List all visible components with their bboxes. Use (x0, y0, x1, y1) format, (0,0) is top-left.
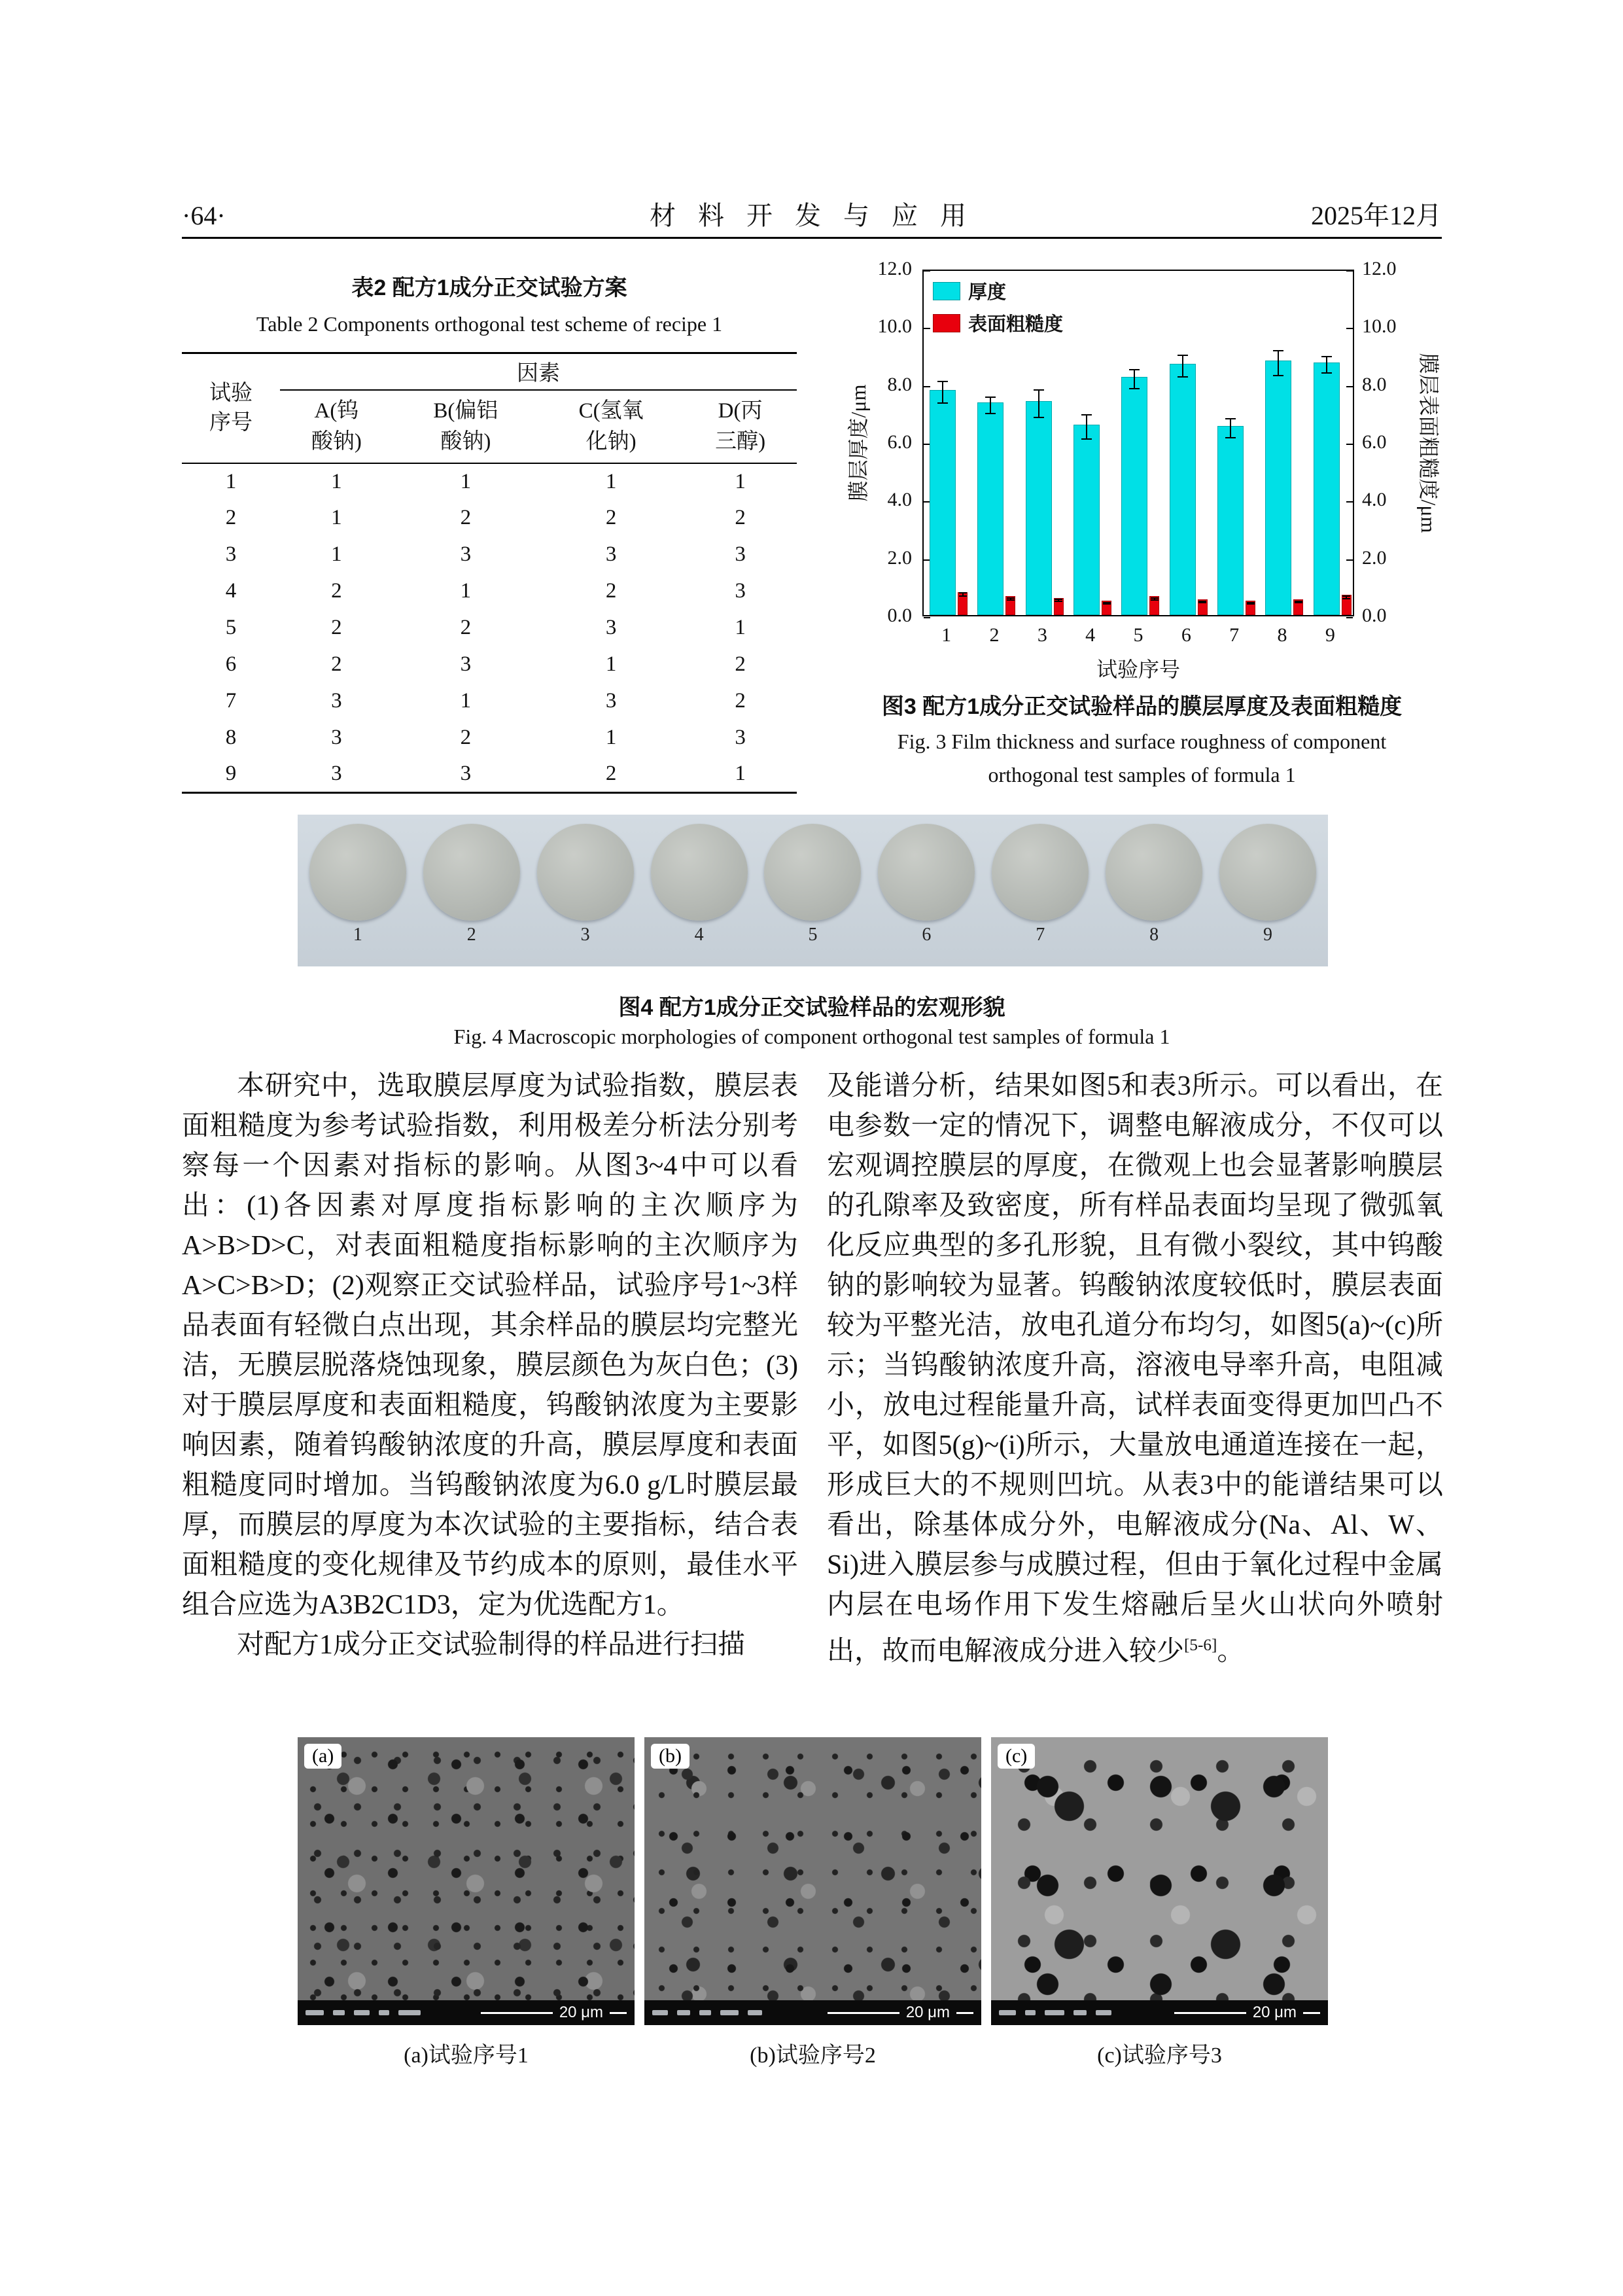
error-bar-stem (1346, 595, 1347, 599)
figure4-discs (298, 815, 1328, 945)
y-tick-label-left: 10.0 (877, 315, 912, 338)
table-cell: 2 (605, 579, 617, 603)
thickness-bar (1314, 362, 1340, 615)
table-cell: 1 (225, 469, 237, 493)
y-tick-label-left: 0.0 (887, 605, 912, 626)
sample-disc-item (646, 824, 753, 945)
x-tick-label: 8 (1277, 624, 1287, 646)
thickness-bar (1121, 377, 1147, 615)
error-bar-stem (1134, 369, 1135, 389)
sample-disc-item (418, 824, 525, 945)
sample-disc-item (1214, 824, 1321, 945)
error-bar (1151, 597, 1159, 601)
metadata-token (354, 2010, 370, 2015)
table-cell: 3 (735, 579, 746, 603)
sample-disc-label: 6 (922, 925, 932, 945)
x-tick-label: 1 (941, 624, 952, 646)
legend-swatch (933, 314, 960, 332)
x-tick-label: 3 (1037, 624, 1047, 646)
table2-group-header: 因素 (280, 353, 797, 390)
table2-head (182, 353, 797, 463)
table2-factor-header: D(丙 三醇) (684, 390, 797, 463)
body-paragraph: 对配方1成分正交试验制得的样品进行扫描 (237, 1630, 746, 1660)
error-bar-stem (1058, 599, 1059, 601)
sem-figure (644, 1737, 981, 2069)
error-bar (985, 397, 996, 414)
sem-figure (991, 1737, 1328, 2069)
scale-line (956, 2012, 973, 2014)
figure5-row (298, 1737, 1328, 2069)
y-tick-label-left: 8.0 (887, 373, 912, 395)
table2-body (182, 463, 797, 793)
scale-bar (1174, 2004, 1320, 2022)
thickness-bar (930, 390, 956, 616)
table-row (182, 610, 797, 646)
body-column-left (182, 1067, 798, 1665)
table2-corner-header: 试验 序号 (182, 353, 280, 463)
table2 (182, 352, 797, 794)
error-bar (1321, 356, 1332, 374)
table-row (182, 573, 797, 610)
y-tick-mark (1346, 270, 1353, 272)
table-row (182, 683, 797, 720)
metadata-token (1073, 2010, 1087, 2015)
journal-title: 材 料 开 发 与 应 用 (650, 201, 974, 230)
table-cell: 3 (331, 762, 342, 786)
table-row (182, 720, 797, 756)
y-tick-mark (1346, 386, 1353, 387)
table-cell: 2 (605, 762, 617, 786)
sem-figure (298, 1737, 635, 2069)
sample-disc-label: 3 (580, 925, 590, 945)
error-bar-stem (1154, 597, 1155, 601)
table-cell: 5 (225, 616, 237, 639)
error-bar-stem (1010, 597, 1011, 601)
table-cell: 2 (735, 689, 746, 713)
table-cell: 3 (331, 726, 342, 749)
metadata-token (748, 2010, 762, 2015)
error-bar (1225, 418, 1236, 438)
body-column-right (827, 1067, 1443, 1672)
sample-disc-item (532, 824, 639, 945)
table2-factor-header: C(氢氧 化钠) (538, 390, 684, 463)
table-cell: 3 (460, 652, 472, 676)
metadata-token (1025, 2010, 1036, 2015)
table-cell: 2 (605, 506, 617, 529)
y-axis-right-title: 膜层表面粗糙度/μm (1417, 353, 1440, 533)
figure3-caption-en-2: orthogonal test samples of formula 1 (988, 763, 1296, 786)
sem-info-strip (991, 2000, 1328, 2025)
error-bar (1034, 389, 1044, 418)
table-cell: 3 (605, 542, 617, 566)
x-tick-label: 2 (989, 624, 1000, 646)
sample-disc-item (304, 824, 411, 945)
table-cell: 3 (735, 726, 746, 749)
y-tick-label-left: 12.0 (877, 258, 912, 279)
table-cell: 1 (331, 506, 342, 529)
error-bar-stem (942, 381, 943, 404)
table-cell: 3 (605, 616, 617, 639)
scale-line (481, 2012, 553, 2014)
metadata-token (1096, 2010, 1111, 2015)
sample-disc (764, 824, 861, 921)
sem-info-strip (298, 2000, 635, 2025)
table-cell: 8 (225, 726, 237, 749)
table-cell: 1 (605, 469, 617, 493)
y-tick-mark (1346, 559, 1353, 561)
table-row (182, 500, 797, 537)
x-tick-label: 4 (1085, 624, 1096, 646)
table2-title-zh: 表2 配方1成分正交试验方案 (351, 275, 627, 300)
table-cell: 3 (735, 542, 746, 566)
error-bar-stem (1250, 602, 1251, 605)
sample-disc (423, 824, 520, 921)
error-bar-stem (1278, 350, 1279, 376)
table-cell: 3 (460, 762, 472, 786)
table-cell: 4 (225, 579, 237, 603)
x-axis-title: 试验序号 (1096, 658, 1181, 681)
sample-disc (1219, 824, 1316, 921)
y-tick-mark (1346, 617, 1353, 618)
thickness-bar (1265, 361, 1291, 615)
error-bar-stem (1038, 389, 1039, 418)
table2-factor-header: A(钨 酸钠) (280, 390, 393, 463)
figure4-photo (298, 815, 1328, 966)
y-tick-label-right: 0.0 (1362, 605, 1387, 626)
bar-chart (836, 258, 1448, 687)
thickness-bar (977, 402, 1003, 615)
y-tick-label-right: 4.0 (1362, 489, 1387, 511)
scale-label: 20 μm (1252, 2004, 1297, 2021)
table2-title-en: Table 2 Components orthogonal test scheme of recipe 1 (256, 312, 723, 336)
sample-disc-label: 1 (353, 925, 362, 945)
error-bar-stem (1202, 601, 1203, 603)
error-bar (1081, 414, 1092, 440)
table-row (182, 646, 797, 683)
scale-bar (481, 2004, 627, 2022)
scale-label: 20 μm (905, 2004, 950, 2021)
table-cell: 2 (460, 506, 472, 529)
table-cell: 1 (460, 579, 472, 603)
issue-date: 2025年12月 (1311, 201, 1442, 230)
body-paragraph: 本研究中，选取膜层厚度为试验指数，膜层表面粗糙度为参考试验指数，利用极差分析法分别考察每一个因素对指标的影响。从图3~4中可以看出：(1)各因素对厚度指标影响的主次顺序为A>B>D>C，对表面粗糙度指标影响的主次顺序为A>C>B>D；(2)观察正交试验样品，试验序号1~3样品表面有轻微白点出现，其余样品的膜层均完整光洁，无膜层脱落烧蚀现象，膜层颜色为灰白色；(3)对于膜层厚度和表面粗糙度，钨酸钠浓度为主要影响因素，随着钨酸钠浓度的升高，膜层厚度和表面粗糙度同时增加。当钨酸钠浓度为6.0 g/L时膜层最厚，而膜层的厚度为本次试验的主要指标，结合表面粗糙度的变化规律及节约成本的原则，最佳水平组合应选为A3B2C1D3，定为优选配方1。 (182, 1071, 798, 1620)
table-cell: 1 (735, 469, 746, 493)
thickness-bar (1073, 425, 1100, 616)
sample-disc-item (986, 824, 1094, 945)
error-bar-stem (990, 397, 991, 414)
error-bar (1007, 597, 1015, 601)
legend-swatch (933, 282, 960, 300)
legend-label: 厚度 (968, 282, 1007, 303)
metadata-token (652, 2010, 668, 2015)
sem-image (644, 1737, 981, 2025)
table2-factor-header: B(偏铝 酸钠) (393, 390, 538, 463)
legend-label: 表面粗糙度 (968, 314, 1064, 335)
sample-disc-label: 8 (1149, 925, 1159, 945)
table-cell: 2 (331, 579, 342, 603)
y-tick-mark (924, 270, 930, 272)
table-cell: 3 (225, 542, 237, 566)
scale-line (610, 2012, 627, 2014)
metadata-token (333, 2010, 345, 2015)
panel-tag: (a) (304, 1744, 341, 1769)
sample-disc (992, 824, 1089, 921)
error-bar (1198, 601, 1206, 603)
table-cell: 2 (331, 652, 342, 676)
sample-disc-label: 9 (1263, 925, 1273, 945)
table-cell: 1 (735, 616, 746, 639)
table-cell: 2 (225, 506, 237, 529)
error-bar (1103, 602, 1111, 605)
table-cell: 3 (331, 689, 342, 713)
metadata-token (999, 2010, 1016, 2015)
scale-line (1174, 2012, 1246, 2014)
error-bar (937, 381, 948, 404)
sem-image (298, 1737, 635, 2025)
figure4-caption-zh: 图4 配方1成分正交试验样品的宏观形貌 (618, 995, 1005, 1020)
sample-disc (309, 824, 406, 921)
metadata-token (1045, 2010, 1064, 2015)
x-tick-label: 6 (1181, 624, 1191, 646)
sem-image (991, 1737, 1328, 2025)
error-bar-stem (1086, 414, 1087, 440)
x-tick-label: 5 (1133, 624, 1143, 646)
table-cell: 1 (605, 726, 617, 749)
error-bar-stem (962, 592, 964, 597)
sem-caption: (a)试验序号1 (404, 2043, 529, 2068)
metadata-token (379, 2010, 389, 2015)
sample-disc-item (1100, 824, 1208, 945)
page-header (182, 195, 1442, 232)
table-cell: 1 (735, 762, 746, 786)
header-rule (182, 237, 1442, 239)
sem-caption: (c)试验序号3 (1097, 2043, 1222, 2068)
legend-item (933, 277, 1063, 304)
figure3-caption-en-1: Fig. 3 Film thickness and surface roughness of component (897, 730, 1387, 753)
sample-disc-label: 7 (1036, 925, 1045, 945)
error-bar (1247, 602, 1255, 605)
thickness-bar (1170, 364, 1196, 615)
table-row (182, 463, 797, 500)
table-cell: 3 (460, 542, 472, 566)
y-tick-label-left: 2.0 (887, 546, 912, 569)
error-bar-stem (1326, 356, 1327, 374)
table-cell: 1 (460, 689, 472, 713)
table-row (182, 756, 797, 793)
x-tick-label: 7 (1229, 624, 1240, 646)
error-bar-stem (1182, 355, 1183, 378)
metadata-token (699, 2010, 711, 2015)
figure3-block (836, 258, 1448, 787)
y-tick-label-right: 12.0 (1362, 258, 1397, 279)
sample-disc-label: 4 (694, 925, 704, 945)
table-cell: 2 (735, 506, 746, 529)
sample-disc (1106, 824, 1202, 921)
error-bar (1055, 599, 1062, 601)
sample-disc-label: 5 (808, 925, 818, 945)
table-cell: 1 (331, 469, 342, 493)
table-cell: 2 (460, 616, 472, 639)
y-tick-label-right: 8.0 (1362, 373, 1387, 395)
y-tick-mark (924, 386, 930, 387)
sample-disc (878, 824, 975, 921)
x-tick-label: 9 (1325, 624, 1335, 646)
legend-item (933, 309, 1063, 336)
sample-disc (537, 824, 634, 921)
scale-line (828, 2012, 899, 2014)
table-cell: 2 (331, 616, 342, 639)
table2-block (182, 270, 797, 794)
y-tick-mark (1346, 501, 1353, 503)
error-bar-stem (1106, 602, 1108, 605)
error-bar-stem (1298, 601, 1299, 603)
chart-legend (933, 277, 1063, 336)
error-bar (1273, 350, 1283, 376)
table-cell: 2 (735, 652, 746, 676)
y-tick-label-right: 10.0 (1362, 315, 1397, 338)
table-cell: 1 (605, 652, 617, 676)
thickness-bar (1026, 401, 1052, 615)
table-cell: 9 (225, 762, 237, 786)
table-cell: 6 (225, 652, 237, 676)
page-number: ·64· (182, 201, 226, 230)
figure3-caption-zh: 图3 配方1成分正交试验样品的膜层厚度及表面粗糙度 (881, 694, 1403, 719)
citation-ref: [5-6] (1184, 1636, 1217, 1654)
sample-disc (651, 824, 748, 921)
sem-caption: (b)试验序号2 (750, 2043, 876, 2068)
thickness-bar (1217, 426, 1244, 615)
y-tick-label-right: 6.0 (1362, 431, 1387, 453)
scale-line (1303, 2012, 1320, 2014)
metadata-token (398, 2010, 421, 2015)
metadata-token (305, 2010, 324, 2015)
sem-info-strip (644, 2000, 981, 2025)
sample-disc-label: 2 (466, 925, 476, 945)
error-bar (1295, 601, 1302, 603)
y-tick-mark (1346, 444, 1353, 445)
metadata-token (720, 2010, 739, 2015)
scale-label: 20 μm (559, 2004, 603, 2021)
sample-disc-item (759, 824, 866, 945)
panel-tag: (c) (998, 1744, 1035, 1769)
error-bar (1129, 369, 1140, 389)
table-cell: 1 (460, 469, 472, 493)
y-tick-label-left: 6.0 (887, 431, 912, 453)
y-tick-label-left: 4.0 (887, 489, 912, 511)
error-bar-stem (1230, 418, 1231, 438)
table-cell: 3 (605, 689, 617, 713)
y-tick-mark (924, 617, 930, 618)
table-cell: 7 (225, 689, 237, 713)
y-tick-mark (1346, 328, 1353, 329)
body-paragraph: 及能谱分析，结果如图5和表3所示。可以看出，在电参数一定的情况下，调整电解液成分，不仅可以宏观调控膜层的厚度，在微观上也会显著影响膜层的孔隙率及致密度，所有样品表面均呈现了微弧氧化反应典型的多孔形貌，且有微小裂纹，其中钨酸钠的影响较为显著。钨酸钠浓度较低时，膜层表面较为平整光洁，放电孔道分布均匀，如图5(a)~(c)所示；当钨酸钠浓度升高，溶液电导率升高，电阻减小，放电过程能量升高，试样表面变得更加凹凸不平，如图5(g)~(i)所示，大量放电通道连接在一起，形成巨大的不规则凹坑。从表3中的能谱结果可以看出，除基体成分外，电解液成分(Na、Al、W、Si)进入膜层参与成膜过程，但由于氧化过程中金属内层在电场作用下发生熔融后呈火山状向外喷射出，故而电解液成分进入较少[5-6]。 (827, 1071, 1443, 1667)
error-bar (1178, 355, 1188, 378)
table-cell: 2 (460, 726, 472, 749)
y-axis-left-title: 膜层厚度/μm (846, 384, 870, 502)
table-cell: 1 (331, 542, 342, 566)
error-bar (959, 592, 967, 597)
sample-disc-item (873, 824, 980, 945)
scale-bar (828, 2004, 973, 2022)
metadata-token (677, 2010, 690, 2015)
figure4-caption-en: Fig. 4 Macroscopic morphologies of component orthogonal test samples of formula 1 (453, 1025, 1170, 1048)
panel-tag: (b) (651, 1744, 689, 1769)
chart-plot-area (922, 270, 1354, 616)
y-tick-mark (924, 328, 930, 329)
y-tick-label-right: 2.0 (1362, 546, 1387, 569)
table-row (182, 537, 797, 573)
error-bar (1342, 595, 1350, 599)
